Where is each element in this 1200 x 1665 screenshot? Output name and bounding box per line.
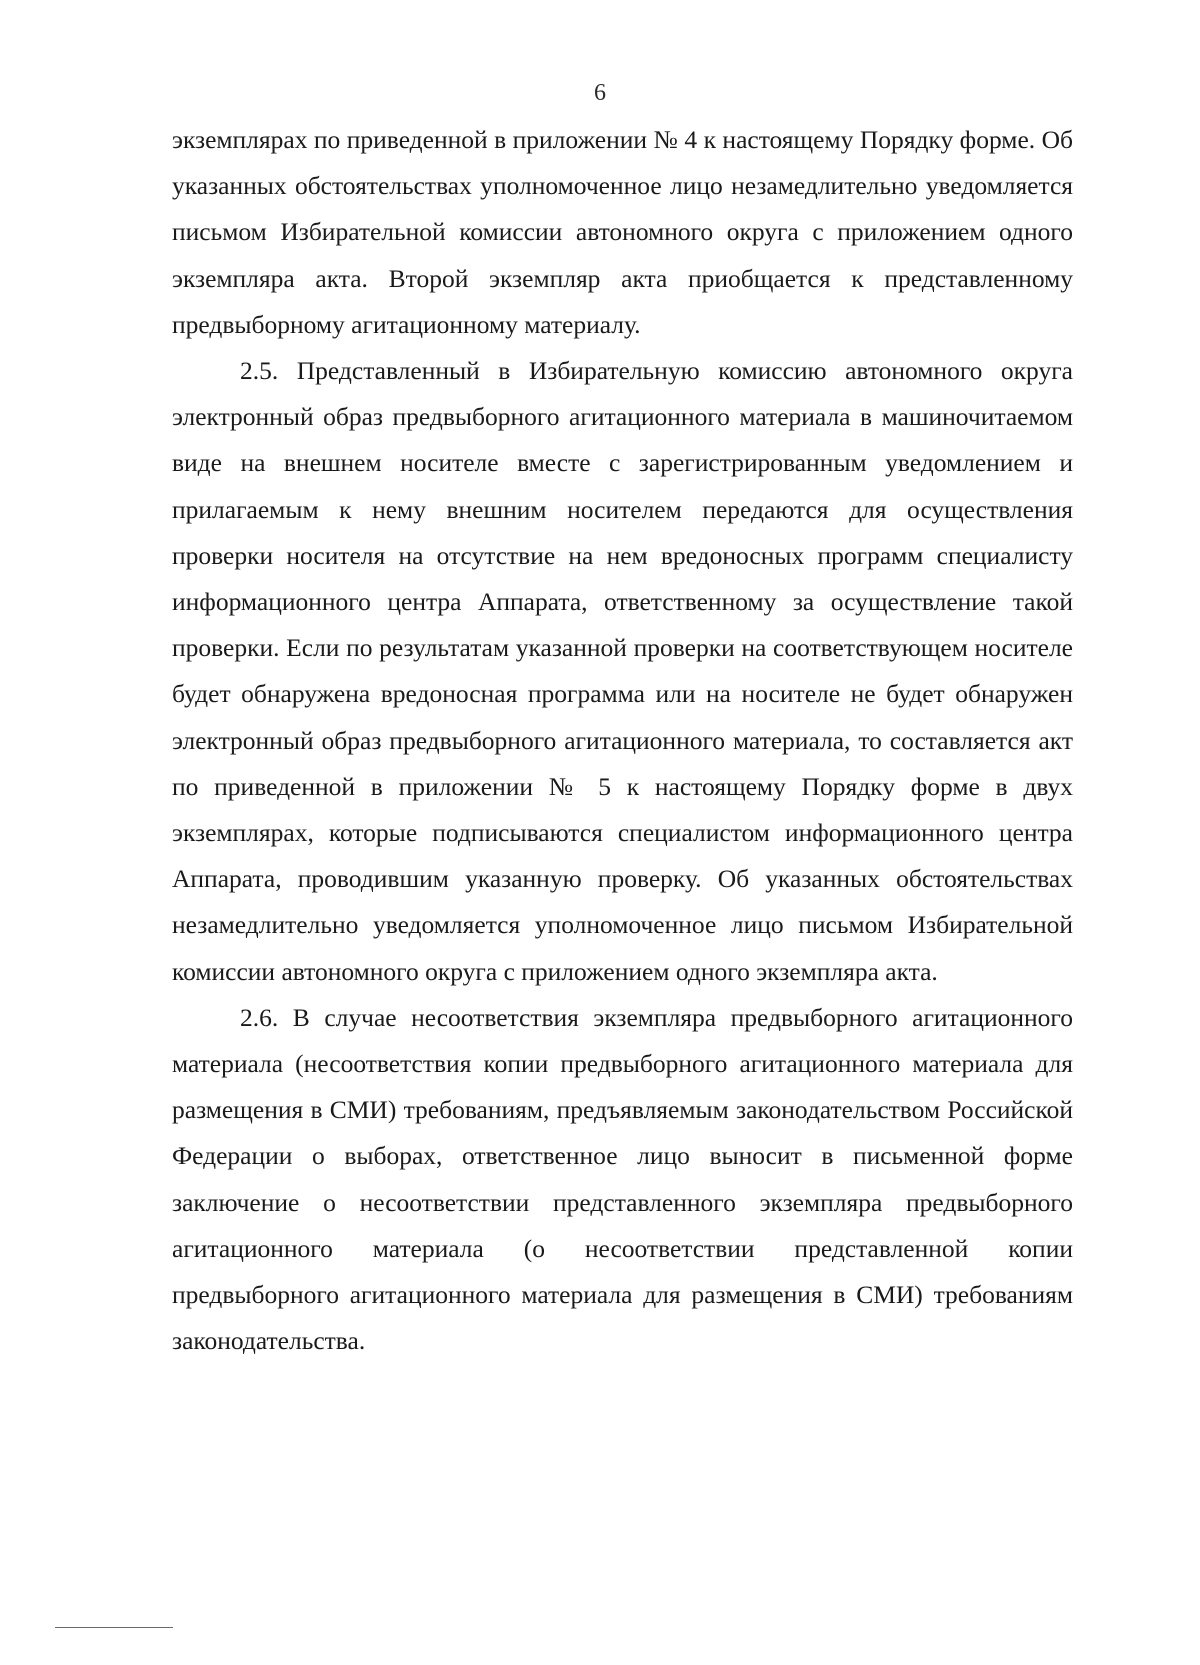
paragraph-continuation: экземплярах по приведенной в приложении № 4 к настоящему Порядку форме. Об указанных обстоятельствах уполномоченное лицо незамедлительно уведомляется письмом Избирательной комиссии автономного округа с приложением одного экземпляра акта. Второй экземпляр акта приобщается к представленному предвыборному агитационному материалу. bbox=[172, 125, 1073, 339]
document-body bbox=[172, 117, 1073, 1364]
footnote-separator bbox=[55, 1627, 173, 1628]
page-number: 6 bbox=[594, 80, 606, 106]
paragraph-2-5: 2.5. Представленный в Избирательную комиссию автономного округа электронный образ предвыборного агитационного материала в машиночитаемом виде на внешнем носителе вместе с зарегистрированным уведомлением и прилагаемым к нему внешним носителем передаются для осуществления проверки носителя на отсутствие на нем вредоносных программ специалисту информационного центра Аппарата, ответственному за осуществление такой проверки. Если по результатам указанной проверки на соответствующем носителе будет обнаружена вредоносная программа или на носителе не будет обнаружен электронный образ предвыборного агитационного материала, то составляется акт по приведенной в приложении № 5 к настоящему Порядку форме в двух экземплярах, которые подписываются специалистом информационного центра Аппарата, проводившим указанную проверку. Об указанных обстоятельствах незамедлительно уведомляется уполномоченное лицо письмом Избирательной комиссии автономного округа с приложением одного экземпляра акта. bbox=[172, 356, 1073, 986]
paragraph-2-6: 2.6. В случае несоответствия экземпляра предвыборного агитационного материала (несоответствия копии предвыборного агитационного материала для размещения в СМИ) требованиям, предъявляемым законодательством Российской Федерации о выборах, ответственное лицо выносит в письменной форме заключение о несоответствии представленного экземпляра предвыборного агитационного материала (о несоответствии представленной копии предвыборного агитационного материала для размещения в СМИ) требованиям законодательства. bbox=[172, 1002, 1073, 1356]
